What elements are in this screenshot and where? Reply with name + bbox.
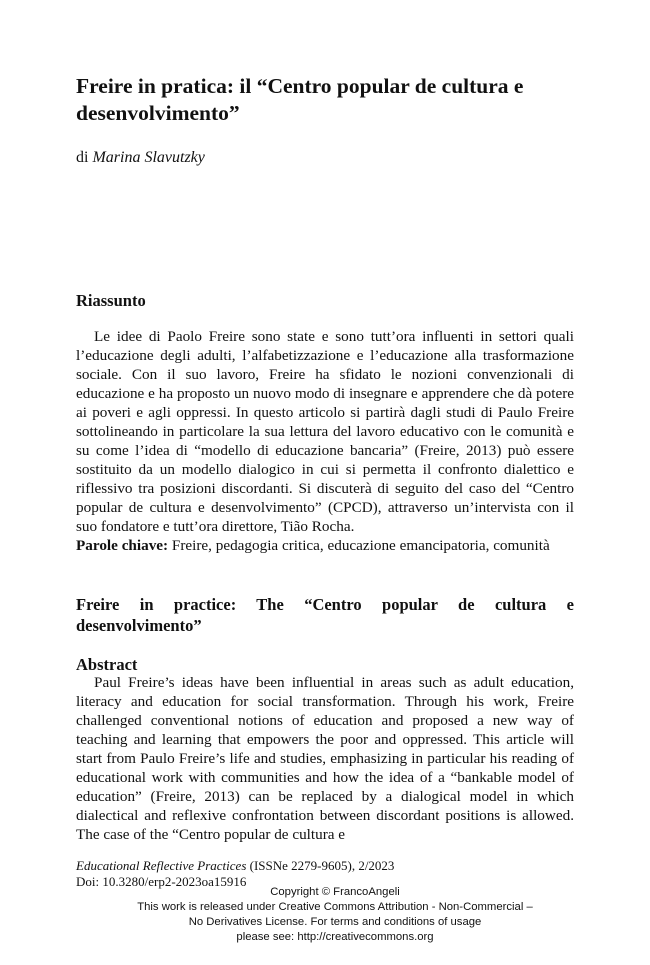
journal-name: Educational Reflective Practices: [76, 858, 247, 873]
license-line-2: No Derivatives License. For terms and conditions of usage: [188, 916, 482, 928]
license-notice: [90, 885, 580, 945]
keywords-label: Parole chiave:: [76, 537, 169, 554]
copyright-line: Copyright © FrancoAngeli: [270, 886, 400, 898]
keywords-paragraph: [76, 536, 574, 555]
journal-issue: (ISSNe 2279-9605), 2/2023: [246, 858, 395, 873]
author-name: Marina Slavutzky: [92, 149, 205, 166]
journal-citation: [76, 858, 394, 874]
license-line-3: please see: http://creativecommons.org: [236, 931, 434, 943]
doi: Doi: 10.3280/erp2-2023oa15916: [76, 874, 247, 889]
abstract-heading: Abstract: [76, 655, 138, 674]
english-title: [76, 594, 574, 636]
riassunto-text: Le idee di Paolo Freire sono state e sono tutt’ora influenti in settori quali l’educazione degli adulti, l’alfabetizzazione e l’educazione alla trasformazione sociale. Con il suo lavoro, Freire ha sfidato le nozioni convenzionali di educazione e ha proposto un nuovo modo di insegnare e apprendere che dà potere ai poveri e agli oppressi. In questo articolo si partirà dagli studi di Paulo Freire sottolineando in particolare la sua lettura del lavoro educativo con le comunità e su come l’idea di “modello di educazione bancaria” (Freire, 2013) può essere sostituito da un modello dialogico in cui si permetta il confronto dialettico e riflessivo tra posizioni discordanti. Si discuterà di seguito del caso del “Centro popular de cultura e desenvolvimento” (CPCD), attraverso un’intervista con il suo fondatore e tutt’ora direttore, Tião Rocha.: [76, 328, 574, 535]
riassunto-heading: Riassunto: [76, 291, 146, 310]
byline-prefix: di: [76, 149, 93, 166]
license-line-1: This work is released under Creative Commons Attribution - Non-Commercial –: [137, 901, 533, 913]
english-title-line2: desenvolvimento”: [76, 616, 202, 635]
byline: [76, 148, 205, 168]
english-title-line1: Freire in practice: The “Centro popular de cultura e: [76, 595, 574, 614]
abstract-text: Paul Freire’s ideas have been influential in areas such as adult education, literacy and education for social transformation. Through his work, Freire challenged conventional notions of education and proposed a new way of teaching and learning that empowers the poor and oppressed. This article will start from Paulo Freire’s life and studies, emphasizing in particular his reading of educational work with communities and how the idea of a “bankable model of education” (Freire, 2013) can be replaced by a dialogical model in which dialectical and reflexive confrontation between discordant positions is allowed. The case of the “Centro popular de cultura e: [76, 674, 574, 843]
article-title: Freire in pratica: il “Centro popular de cultura e desenvolvimento”: [76, 74, 524, 125]
keywords-list: Freire, pedagogia critica, educazione emancipatoria, comunità: [168, 537, 550, 554]
